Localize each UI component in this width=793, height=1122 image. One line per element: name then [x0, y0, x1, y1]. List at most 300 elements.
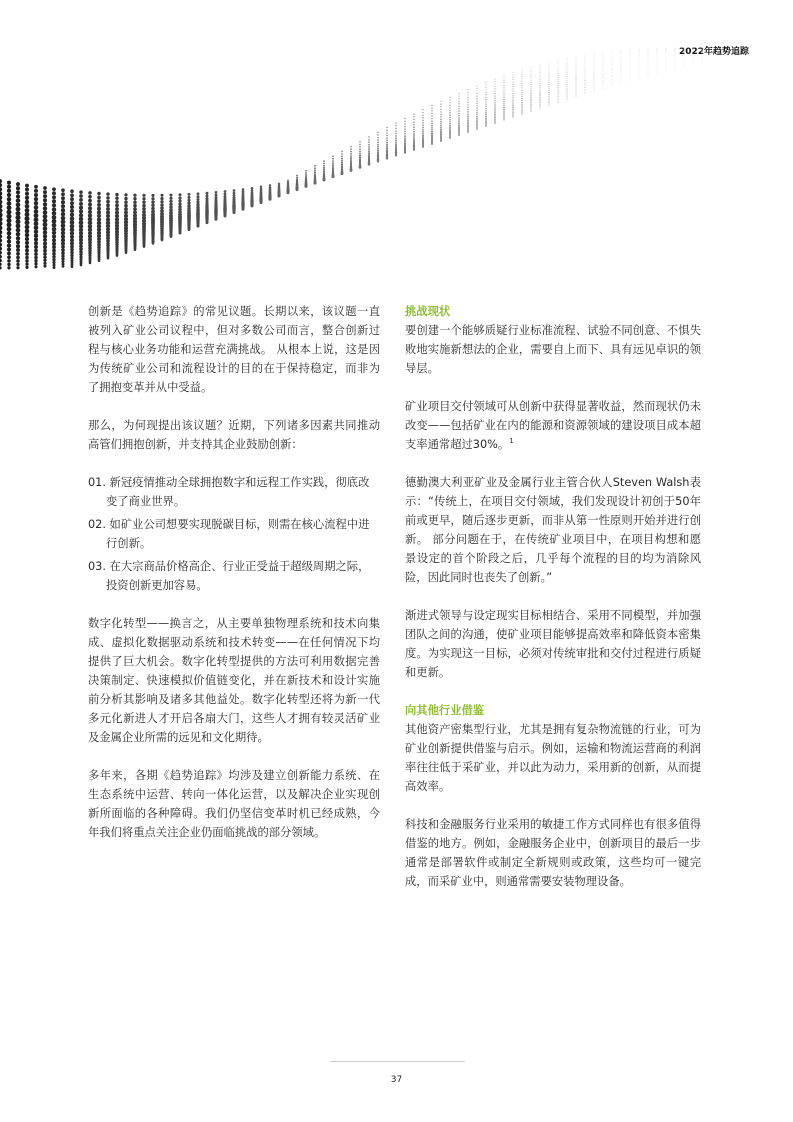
- wave-dot: [449, 112, 450, 113]
- wave-dot: [440, 121, 442, 123]
- wave-dot: [106, 192, 109, 195]
- wave-dot: [476, 117, 478, 119]
- wave-dot: [576, 87, 577, 88]
- wave-dot: [503, 115, 504, 116]
- wave-dot: [702, 55, 703, 56]
- wave-dot: [467, 115, 469, 117]
- wave-dot: [548, 90, 549, 91]
- wave-dot: [377, 150, 379, 152]
- wave-dot: [567, 80, 568, 81]
- wave-dot: [485, 99, 486, 100]
- wave-dot: [323, 167, 325, 169]
- wave-dot: [576, 93, 577, 94]
- wave-dot: [557, 83, 558, 84]
- wave-dot: [16, 190, 20, 194]
- progressive-leadership-paragraph: 渐进式领导与设定现实目标相结合、采用不同模型，并加强团队之间的沟通，使矿业项目能够提高效率和降低资本密集度。为实现这一目标，必须对传统审批和交付过程进行质疑和更新。: [405, 609, 701, 679]
- wave-dot: [657, 56, 658, 57]
- wave-dot: [477, 85, 478, 86]
- wave-dot: [413, 129, 415, 131]
- wave-dot: [567, 98, 568, 99]
- wave-dot: [585, 78, 586, 79]
- wave-dot: [395, 128, 396, 129]
- wave-dot: [666, 59, 667, 60]
- wave-dot: [413, 135, 415, 137]
- wave-dot: [485, 120, 487, 122]
- wave-dot: [567, 82, 568, 83]
- wave-dot: [512, 101, 513, 102]
- wave-dot: [151, 197, 154, 200]
- wave-dot: [386, 144, 388, 146]
- wave-dot: [522, 78, 523, 79]
- wave-dot: [458, 101, 459, 102]
- wave-dot: [503, 112, 504, 113]
- wave-dot: [368, 139, 370, 141]
- wave-dot: [0, 238, 2, 242]
- wave-dot: [603, 62, 604, 63]
- wave-dot: [612, 74, 613, 75]
- wave-dot: [0, 217, 3, 222]
- wave-dot: [675, 57, 676, 58]
- wave-dot: [404, 135, 406, 137]
- wave-dot: [612, 85, 613, 86]
- wave-dot: [197, 224, 199, 226]
- wave-dot: [612, 51, 613, 52]
- wave-dot: [567, 61, 568, 62]
- wave-dot: [359, 144, 361, 146]
- wave-dot: [449, 107, 450, 108]
- wave-dot: [43, 198, 47, 202]
- wave-dot: [485, 97, 486, 98]
- wave-dot: [467, 107, 468, 108]
- wave-dot: [576, 77, 577, 78]
- wave-dot: [79, 206, 83, 210]
- wave-dot: [467, 113, 469, 115]
- factor-list: [88, 473, 380, 595]
- wave-dot: [494, 118, 495, 119]
- wave-dot: [503, 119, 504, 120]
- wave-dot: [25, 263, 28, 266]
- wave-dot: [494, 91, 495, 92]
- wave-dot: [413, 139, 415, 141]
- wave-dot: [494, 88, 495, 89]
- wave-dot: [79, 209, 83, 213]
- wave-dot: [576, 81, 577, 82]
- wave-dot: [639, 52, 640, 53]
- wave-dot: [594, 83, 595, 84]
- wave-dot: [404, 141, 406, 143]
- wave-dot: [467, 99, 468, 100]
- wave-dot: [612, 84, 613, 85]
- wave-dot: [422, 135, 424, 137]
- wave-dot: [431, 105, 432, 106]
- wave-dot: [603, 82, 604, 83]
- wave-dot: [603, 77, 604, 78]
- wave-dot: [431, 120, 433, 122]
- wave-dot: [458, 110, 459, 111]
- wave-dot: [576, 85, 577, 86]
- wave-dot: [630, 56, 631, 57]
- wave-dot: [558, 79, 559, 80]
- wave-dot: [585, 67, 586, 68]
- wave-dot: [566, 86, 567, 87]
- wave-dot: [25, 225, 30, 230]
- wave-dot: [530, 90, 531, 91]
- wave-dot: [70, 189, 74, 193]
- wave-dot: [675, 54, 676, 55]
- wave-dot: [449, 99, 450, 100]
- wave-dot: [359, 153, 361, 155]
- wave-dot: [612, 82, 613, 83]
- wave-dot: [530, 93, 531, 94]
- wave-dot: [440, 119, 442, 121]
- wave-dot: [612, 72, 613, 73]
- wave-dot: [621, 81, 622, 82]
- wave-dot: [395, 122, 396, 123]
- wave-dot: [332, 158, 334, 160]
- wave-dot: [467, 97, 468, 98]
- wave-dot: [693, 52, 694, 53]
- wave-dot: [395, 145, 397, 147]
- wave-dot: [540, 77, 541, 78]
- wave-dot: [567, 76, 568, 77]
- wave-dot: [52, 258, 55, 261]
- wave-dot: [567, 99, 568, 100]
- wave-dot: [684, 50, 685, 51]
- wave-dot: [25, 184, 29, 188]
- asset-intensive-paragraph: 其他资产密集型行业，尤其是拥有复杂物流链的行业，可为矿业创新提供借鉴与启示。例如，运输和物流运营商的利润率往往低于采矿业，并以此为动力，采用新的创新，从而提高效率。: [405, 723, 701, 793]
- wave-dot: [97, 199, 101, 203]
- wave-dot: [530, 100, 531, 101]
- wave-dot: [61, 192, 65, 196]
- wave-dot: [134, 249, 136, 251]
- wave-dot: [422, 109, 423, 110]
- wave-dot: [332, 162, 334, 164]
- wave-dot: [70, 209, 74, 213]
- wave-dot: [377, 139, 379, 141]
- wave-dot: [43, 265, 46, 268]
- wave-dot: [269, 189, 271, 191]
- wave-dot: [612, 69, 613, 70]
- wave-dot: [34, 185, 38, 189]
- wave-dot: [404, 139, 406, 141]
- wave-dot: [52, 207, 56, 211]
- wave-dot: [648, 68, 649, 69]
- wave-dot: [395, 130, 397, 132]
- wave-dot: [124, 204, 128, 208]
- wave-dot: [630, 63, 631, 64]
- wave-dot: [702, 56, 703, 57]
- wave-dot: [61, 245, 65, 249]
- wave-dot: [666, 51, 667, 52]
- wave-dot: [693, 62, 694, 63]
- wave-dot: [7, 185, 11, 189]
- wave-dot: [612, 79, 613, 80]
- wave-dot: [621, 59, 622, 60]
- wave-dot: [639, 69, 640, 70]
- wave-dot: [521, 96, 522, 97]
- wave-dot: [657, 67, 658, 68]
- wave-dot: [7, 263, 10, 266]
- wave-dot: [603, 54, 604, 55]
- wave-dot: [648, 73, 649, 74]
- wave-dot: [639, 54, 640, 55]
- wave-dot: [684, 56, 685, 57]
- wave-dot: [413, 116, 414, 117]
- wave-dot: [540, 74, 541, 75]
- wave-dot: [422, 127, 424, 129]
- wave-dot: [34, 262, 37, 265]
- wave-dot: [512, 113, 513, 114]
- wave-dot: [25, 204, 30, 209]
- wave-dot: [639, 51, 640, 52]
- wave-dot: [52, 187, 56, 191]
- wave-dot: [603, 88, 604, 89]
- wave-dot: [458, 119, 460, 121]
- project-delivery-paragraph: [405, 397, 701, 454]
- wave-dot: [594, 58, 595, 59]
- wave-dot: [431, 133, 433, 135]
- wave-dot: [160, 194, 163, 197]
- wave-dot: [594, 55, 595, 56]
- wave-dot: [476, 122, 478, 124]
- wave-dot: [657, 63, 658, 64]
- wave-dot: [603, 53, 604, 54]
- wave-dot: [521, 105, 522, 106]
- wave-dot: [224, 190, 227, 193]
- wave-dot: [377, 142, 379, 144]
- wave-dot: [6, 214, 11, 219]
- wave-dot: [368, 148, 370, 150]
- wave-dot: [34, 259, 37, 262]
- wave-dot: [422, 120, 423, 121]
- wave-dot: [512, 115, 513, 116]
- wave-dot: [485, 122, 486, 123]
- wave-dot: [486, 84, 487, 85]
- wave-dot: [585, 63, 586, 64]
- wave-dot: [34, 245, 38, 249]
- wave-dot: [657, 50, 658, 51]
- wave-dot: [16, 219, 21, 224]
- wave-dot: [52, 255, 55, 258]
- wave-dot: [70, 193, 74, 197]
- wave-dot: [521, 83, 522, 84]
- wave-dot: [648, 65, 649, 66]
- wave-dot: [494, 115, 495, 116]
- wave-dot: [323, 160, 325, 162]
- wave-dot: [548, 94, 549, 95]
- wave-dot: [567, 78, 568, 79]
- wave-dot: [494, 100, 495, 101]
- wave-dot: [576, 71, 577, 72]
- wave-dot: [512, 112, 513, 113]
- wave-dot: [323, 169, 325, 171]
- wave-dot: [70, 205, 74, 209]
- wave-dot: [88, 191, 92, 195]
- wave-dot: [585, 92, 586, 93]
- wave-dot: [666, 57, 667, 58]
- wave-dot: [422, 112, 423, 113]
- wave-dot: [567, 59, 568, 60]
- wave-dot: [585, 69, 586, 70]
- wave-dot: [530, 104, 531, 105]
- wave-dot: [88, 195, 92, 199]
- wave-dot: [675, 51, 676, 52]
- wave-dot: [675, 65, 676, 66]
- wave-dot: [61, 208, 65, 212]
- wave-dot: [576, 96, 577, 97]
- wave-dot: [323, 170, 325, 172]
- wave-dot: [648, 66, 649, 67]
- wave-dot: [350, 146, 352, 148]
- wave-dot: [549, 62, 550, 63]
- wave-dot: [503, 85, 504, 86]
- wave-dot: [540, 81, 541, 82]
- wave-dot: [585, 82, 586, 83]
- wave-dot: [540, 72, 541, 73]
- wave-dot: [558, 69, 559, 70]
- wave-dot: [485, 114, 487, 116]
- wave-dot: [53, 266, 56, 269]
- wave-dot: [530, 111, 531, 112]
- wave-dot: [206, 220, 208, 222]
- wave-dot: [576, 73, 577, 74]
- wave-dot: [278, 184, 280, 186]
- wave-dot: [7, 222, 12, 227]
- wave-dot: [341, 155, 343, 157]
- wave-dot: [702, 53, 703, 54]
- wave-dot: [25, 188, 29, 192]
- wave-dot: [548, 101, 549, 102]
- wave-dot: [494, 102, 495, 103]
- wave-dot: [621, 77, 622, 78]
- wave-dot: [494, 112, 496, 114]
- wave-dot: [88, 210, 92, 214]
- wave-dot: [467, 89, 468, 90]
- wave-dot: [657, 72, 658, 73]
- wave-dot: [684, 63, 685, 64]
- wave-dot: [539, 101, 540, 102]
- wave-dot: [187, 199, 190, 202]
- wave-dot: [440, 116, 441, 117]
- wave-dot: [530, 95, 531, 96]
- wave-dot: [639, 65, 640, 66]
- wave-dot: [233, 207, 235, 209]
- wave-dot: [576, 68, 577, 69]
- wave-dot: [675, 59, 676, 60]
- wave-dot: [666, 68, 667, 69]
- wave-dot: [666, 49, 667, 50]
- wave-dot: [368, 146, 370, 148]
- wave-dot: [684, 49, 685, 50]
- wave-dot: [97, 196, 101, 200]
- wave-dot: [621, 55, 622, 56]
- wave-dot: [657, 54, 658, 55]
- wave-dot: [530, 108, 531, 109]
- wave-dot: [52, 245, 56, 249]
- wave-dot: [25, 256, 29, 260]
- wave-dot: [557, 94, 558, 95]
- wave-dot: [567, 95, 568, 96]
- wave-dot: [513, 79, 514, 80]
- wave-dot: [594, 53, 595, 54]
- wave-dot: [476, 103, 477, 104]
- wave-dot: [43, 259, 46, 262]
- list-item: 02. 如矿业公司想要实现脱碳目标，则需在核心流程中进行创新。: [88, 518, 370, 550]
- quote-paragraph: 德勤澳大利亚矿业及金属行业主管合伙人Steven Walsh表示：“传统上，在项目交付领域，我们发现设计初创于50年前或更早，随后逐步更新，而非从第一性原则开始并进行创新。 部分问题在于，在传统矿业项目中，在项目构想和愿景设定的首个阶段之后，几乎每个流程的目的均为消除风险，因此同时也丧失了创新。”: [405, 476, 701, 584]
- wave-dot: [151, 200, 154, 203]
- wave-dot: [16, 207, 21, 212]
- wave-dot: [504, 75, 505, 76]
- wave-dot: [540, 70, 541, 71]
- wave-dot: [567, 74, 568, 75]
- digital-transformation-paragraph: 数字化转型——换言之，从主要单独物理系统和技术向集成、虚拟化数据驱动系统和技术转变——在任何情况下均提供了巨大机会。数字化转型提供的方法可利用数据完善决策制定、快速模拟价值链变化，并在新技术和设计实施前分析其影响及诸多其他益处。数字化转型还将为新一代多元化新进人才开启各扇大门，这些人才拥有较灵活矿业及金属企业所需的远见和文化期待。: [88, 617, 380, 744]
- wave-dot: [693, 50, 694, 51]
- wave-dot: [485, 119, 487, 121]
- wave-dot: [576, 79, 577, 80]
- wave-dot: [124, 211, 128, 215]
- wave-dot: [34, 265, 37, 268]
- wave-dot: [98, 259, 101, 262]
- wave-dot: [539, 95, 540, 96]
- wave-dot: [576, 64, 577, 65]
- wave-dot: [512, 86, 513, 87]
- wave-dot: [549, 72, 550, 73]
- wave-dot: [612, 61, 613, 62]
- wave-dot: [16, 236, 20, 240]
- wave-dot: [133, 197, 136, 200]
- wave-dot: [512, 88, 513, 89]
- wave-dot: [531, 80, 532, 81]
- footnote-marker: 1: [509, 437, 514, 446]
- wave-dot: [467, 123, 469, 125]
- wave-dot: [630, 52, 631, 53]
- wave-dot: [630, 79, 631, 80]
- wave-dot: [666, 61, 667, 62]
- wave-dot: [548, 97, 549, 98]
- wave-dot: [576, 66, 577, 67]
- wave-dot: [630, 54, 631, 55]
- wave-dot: [531, 67, 532, 68]
- wave-dot: [549, 68, 550, 69]
- wave-dot: [548, 84, 549, 85]
- wave-dot: [495, 81, 496, 82]
- wave-dot: [594, 72, 595, 73]
- wave-dot: [630, 49, 631, 50]
- wave-dot: [449, 97, 450, 98]
- wave-dot: [513, 72, 514, 73]
- wave-dot: [530, 102, 531, 103]
- wave-dot: [34, 193, 38, 197]
- wave-dot: [233, 189, 236, 192]
- wave-dot: [603, 85, 604, 86]
- wave-dot: [594, 85, 595, 86]
- wave-dot: [512, 117, 513, 118]
- wave-dot: [43, 190, 47, 194]
- wave-dot: [549, 70, 550, 71]
- wave-dot: [43, 245, 47, 249]
- wave-dot: [458, 98, 459, 99]
- wave-dot: [61, 196, 65, 200]
- wave-dot: [332, 160, 334, 162]
- wave-dot: [639, 70, 640, 71]
- wave-dot: [594, 89, 595, 90]
- wave-dot: [43, 249, 47, 253]
- wave-dot: [34, 241, 38, 245]
- left-column: [88, 302, 380, 861]
- wave-dot: [639, 67, 640, 68]
- wave-dot: [404, 137, 406, 139]
- wave-dot: [521, 85, 522, 86]
